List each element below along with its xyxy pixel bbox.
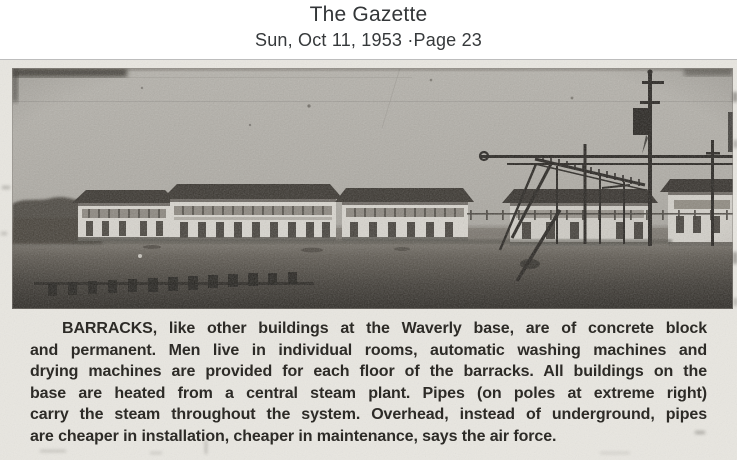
caption-line: are cheaper in installation, cheaper in maintenance, says the air force. [30, 427, 557, 445]
caption-line: and permanent. Men live in individual rooms, automatic washing machines and [30, 341, 707, 359]
caption-line: BARRACKS, like other buildings at the Waverly base, are of concrete block [62, 320, 707, 337]
publication-title: The Gazette [309, 3, 428, 26]
caption-line: base are heated from a central steam plant. Pipes (on poles at extreme right) [30, 384, 707, 402]
clipping-header [0, 0, 737, 59]
header-divider [0, 59, 737, 60]
photo-caption [30, 318, 707, 447]
caption-line: carry the steam throughout the system. Overhead, instead of underground, pipes [30, 406, 707, 423]
barracks-photo-art [12, 68, 733, 309]
barracks-photo [12, 68, 733, 309]
publication-dateline: Sun, Oct 11, 1953 ·Page 23 [254, 30, 483, 50]
caption-line: drying machines are provided for each floor of the barracks. All buildings on the [30, 363, 707, 380]
